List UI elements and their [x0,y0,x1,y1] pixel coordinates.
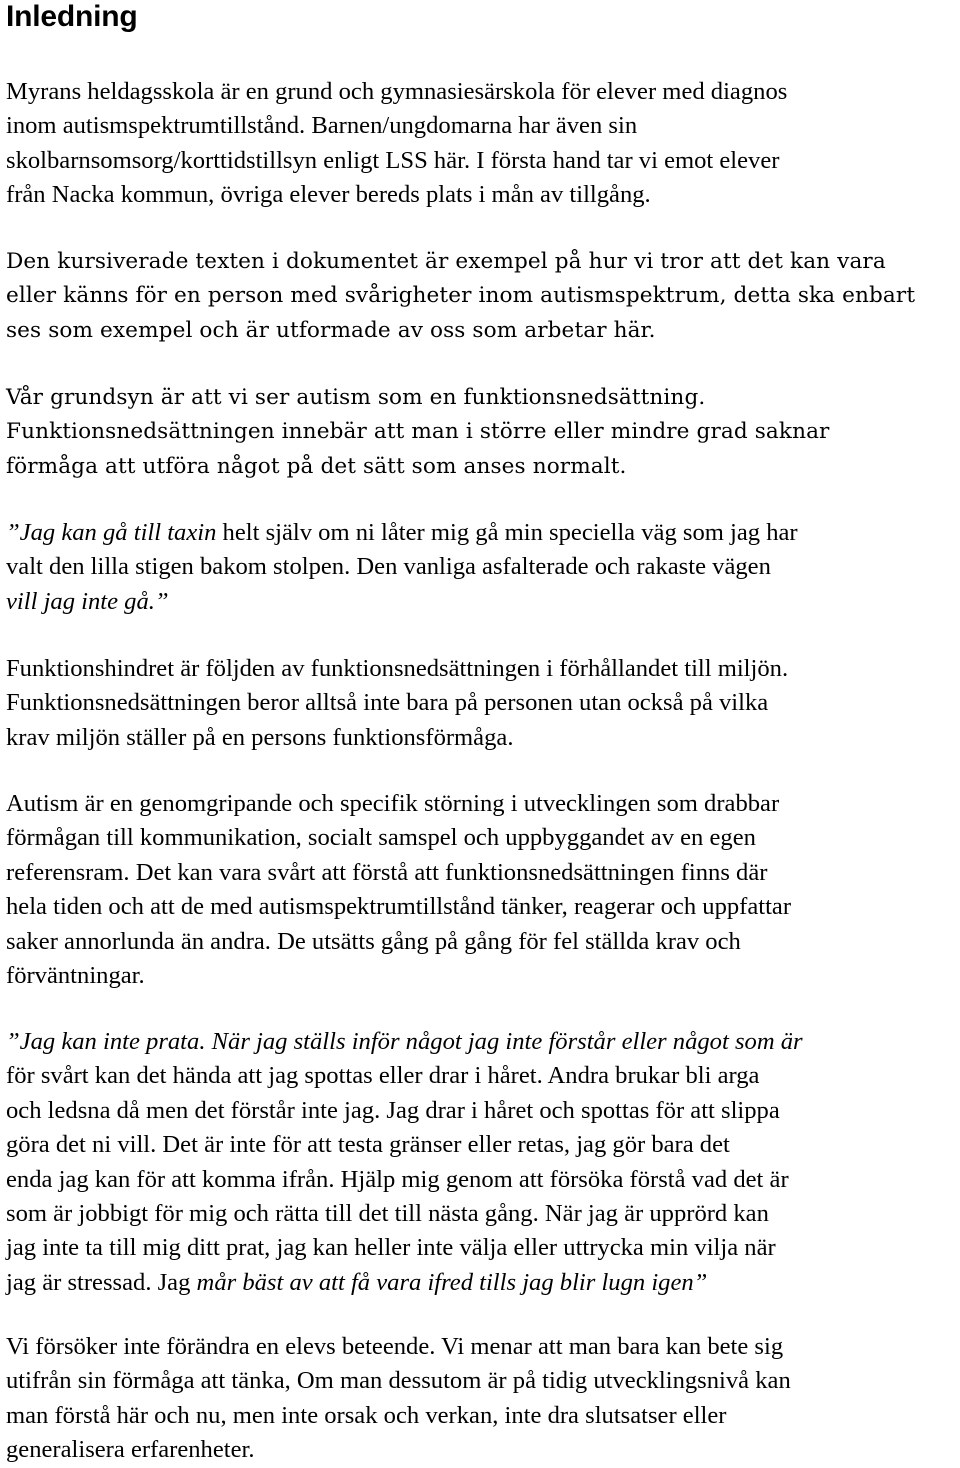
quote-taxi-paragraph [6,516,798,619]
paragraph-line: som är jobbigt för mig och rätta till det till nästa gång. När jag är upprörd kan [6,1200,769,1228]
paragraph-line [6,585,798,619]
autism-paragraph [6,787,791,993]
paragraph-line: inom autismspektrumtillstånd. Barnen/ungdomarna har även sin [6,112,638,140]
paragraph-line: Vi försöker inte förändra en elevs beteende. Vi menar att man bara kan bete sig [6,1333,784,1360]
paragraph-line: referensram. Det kan vara svårt att förstå att funktionsnedsättningen finns där [6,858,768,886]
intro-paragraph [6,75,787,213]
paragraph-line: valt den lilla stigen bakom stolpen. Den vanliga asfalterade och rakaste vägen [6,553,771,581]
paragraph-line: man förstå här och nu, men inte orsak och verkan, inte dra slutsatser eller [6,1401,727,1429]
paragraph-line: Funktionsnedsättningen innebär att man i större eller mindre grad saknar [6,419,830,445]
paragraph-line: jag är stressad. Jag mår bäst av att få vara ifred tills jag blir lugn igen” [6,1268,708,1296]
paragraph-line: förväntningar. [6,962,145,990]
basic-view-paragraph [6,381,829,484]
paragraph-line: ses som exempel och är utformade av oss som arbetar här. [6,317,656,343]
paragraph-line: generalisera erfarenheter. [6,1436,255,1464]
behaviour-paragraph [6,1330,791,1468]
paragraph-line: förmågan till kommunikation, socialt samspel och uppbyggandet av en egen [6,824,756,852]
paragraph-line: Myrans heldagsskola är en grund och gymnasiesärskola för elever med diagnos [6,78,788,105]
paragraph-line: skolbarnsomsorg/korttidstillsyn enligt LSS här. I första hand tar vi emot elever [6,146,780,174]
paragraph-line: Autism är en genomgripande och specifik störning i utvecklingen som drabbar [6,790,780,817]
paragraph-line: krav miljön ställer på en persons funktionsförmåga. [6,723,514,751]
paragraph-line: och ledsna då men det förstår inte jag. Jag drar i håret och spottas för att slippa [6,1096,780,1124]
paragraph-line: utifrån sin förmåga att tänka, Om man dessutom är på tidig utvecklingsnivå kan [6,1367,791,1395]
paragraph-line: göra det ni vill. Det är inte för att testa gränser eller retas, jag gör bara det [6,1131,730,1159]
paragraph-line: hela tiden och att de med autismspektrumtillstånd tänker, reagerar och uppfattar [6,893,792,921]
paragraph-line [6,1025,803,1059]
paragraph-line: ”Jag kan gå till taxin helt själv om ni låter mig gå min speciella väg som jag har [6,519,798,546]
paragraph-line: enda jag kan för att komma ifrån. Hjälp mig genom att försöka förstå vad det är [6,1165,789,1193]
paragraph-line: Funktionshindret är följden av funktionsnedsättningen i förhållandet till miljön. [6,655,789,682]
paragraph-line: saker annorlunda än andra. De utsätts gång på gång för fel ställda krav och [6,927,741,955]
quote-speak-paragraph [6,1025,803,1300]
italic-quote-text: ”Jag kan gå till taxin [6,519,217,546]
paragraph-line: förmåga att utföra något på det sätt som anses normalt. [6,453,627,479]
italic-quote-text: mår bäst av att få vara ifred tills jag blir lugn igen” [190,1268,708,1296]
paragraph-line: Den kursiverade texten i dokumentet är exempel på hur vi tror att det kan vara [6,249,886,274]
page-title: Inledning [6,0,138,33]
paragraph-line: för svårt kan det hända att jag spottas eller drar i håret. Andra brukar bli arga [6,1062,760,1090]
italic-text-note-paragraph [6,245,915,348]
paragraph-line: jag inte ta till mig ditt prat, jag kan heller inte välja eller uttrycka min vilja när [6,1234,776,1262]
italic-quote-text: vill jag inte gå.” [6,587,169,615]
disability-paragraph [6,652,788,755]
paragraph-line: från Nacka kommun, övriga elever bereds plats i mån av tillgång. [6,181,651,209]
italic-quote-text: ”Jag kan inte prata. När jag ställs inför något jag inte förstår eller något som är [6,1028,803,1055]
paragraph-line: Vår grundsyn är att vi ser autism som en funktionsnedsättning. [6,385,706,410]
paragraph-line: Funktionsnedsättningen beror alltså inte bara på personen utan också på vilka [6,689,769,717]
paragraph-line: eller känns för en person med svårigheter inom autismspektrum, detta ska enbart [6,283,916,309]
